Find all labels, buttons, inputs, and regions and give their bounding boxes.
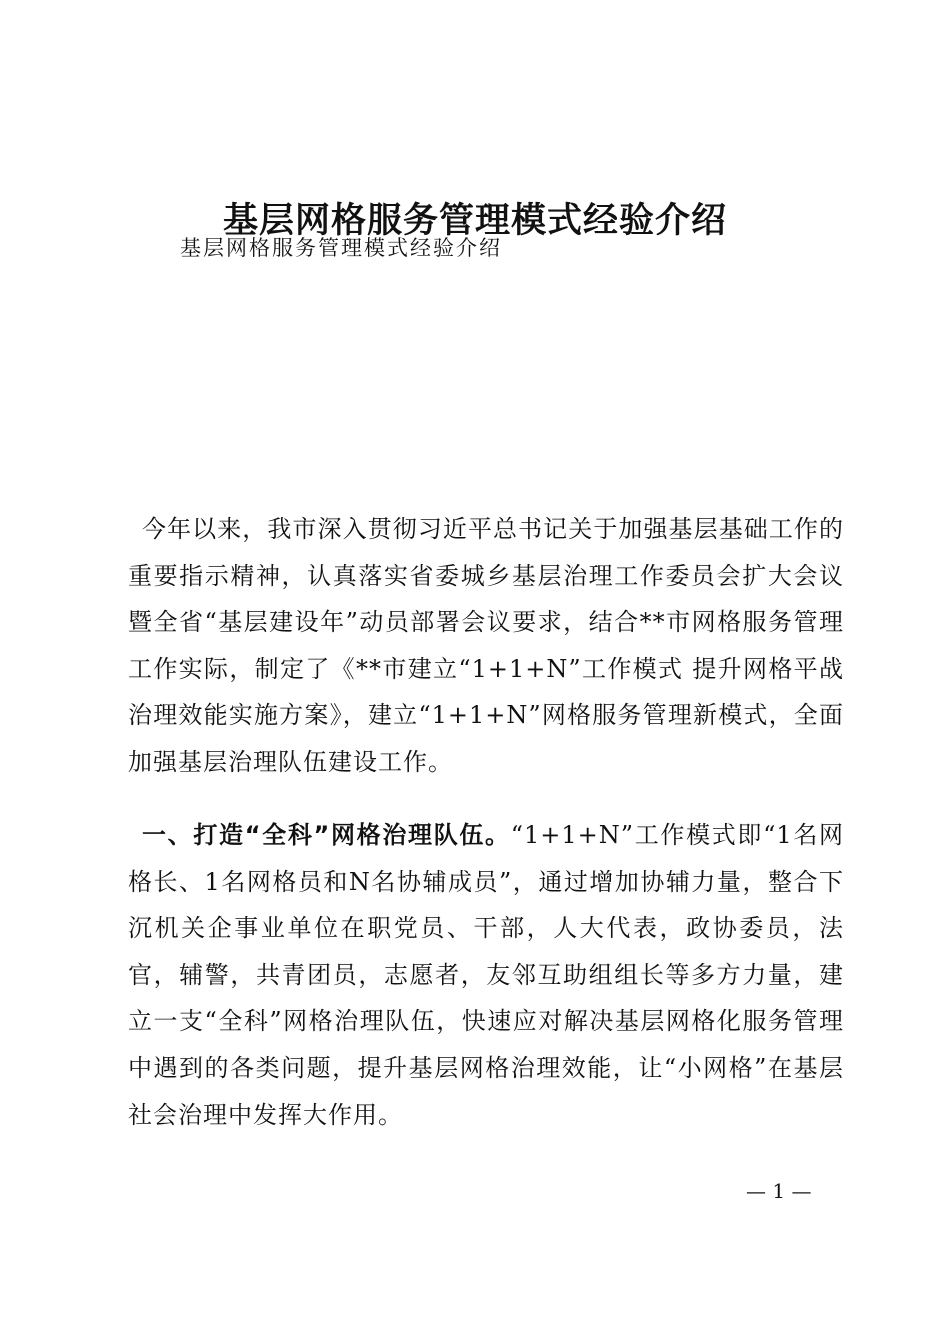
section-heading: 一、打造“全科”网格治理队伍。 [142,821,511,849]
document-subtitle: 基层网格服务管理模式经验介绍 [180,236,502,260]
paragraph-text: 今年以来，我市深入贯彻习近平总书记关于加强基层基础工作的重要指示精神，认真落实省委城乡基层治理工作委员会扩大会议暨全省“基层建设年”动员部署会议要求，结合**市网格服务管理工作实际，制定了《**市建立“1+1+N”工作模式 提升网格平战治理效能实施方案》，建立“1+1+N”网格服务管理新模式，全面加强基层治理队伍建设工作。 [128,515,844,776]
body-paragraph-section-1 [128,812,844,1138]
page-number: — 1 — [746,1179,812,1203]
body-paragraph-intro [128,506,844,786]
document-title: 基层网格服务管理模式经验介绍 [222,200,727,242]
paragraph-text: “1+1+N”工作模式即“1名网格长、1名网格员和N名协辅成员”，通过增加协辅力量，整合下沉机关企事业单位在职党员、干部，人大代表，政协委员，法官，辅警，共青团员，志愿者，友邻互助组组长等多方力量，建立一支“全科”网格治理队伍，快速应对解决基层网格化服务管理中遇到的各类问题，提升基层网格治理效能，让“小网格”在基层社会治理中发挥大作用。 [128,821,844,1129]
